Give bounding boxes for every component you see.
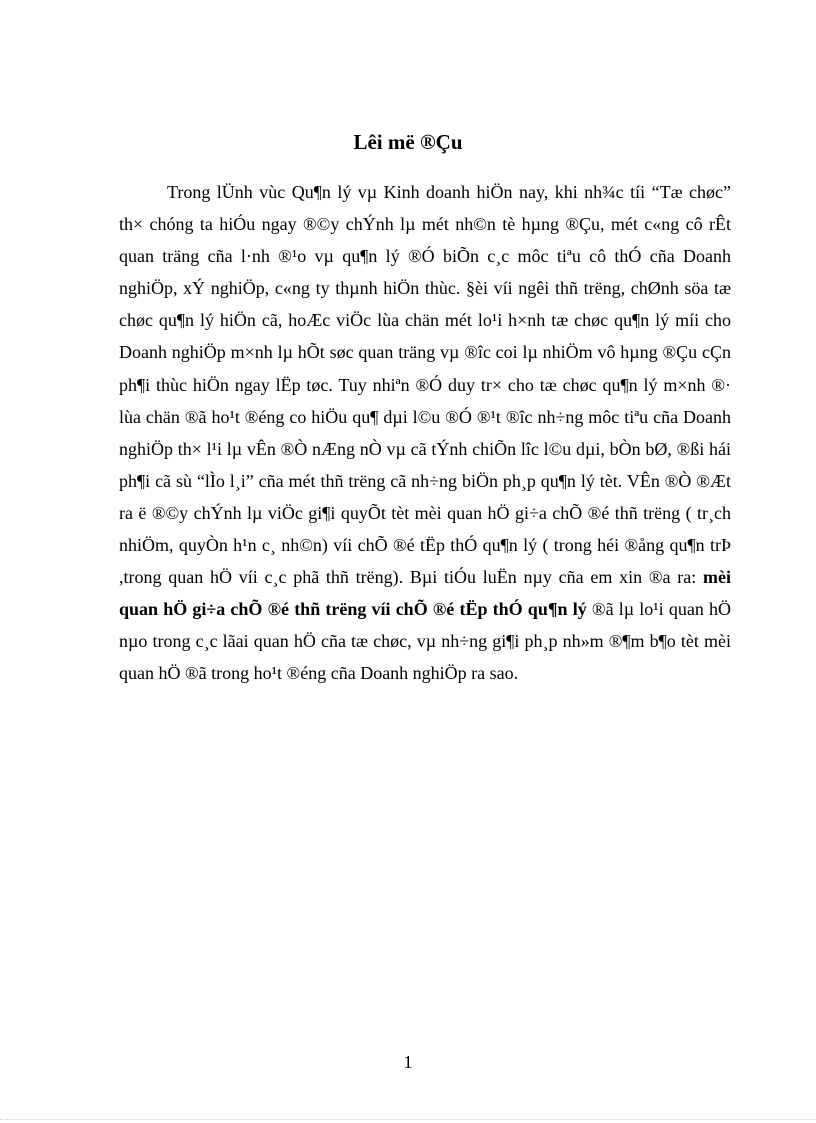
paragraph-text-part-2: ®ã lµ lo¹i quan hÖ nµo trong c¸c lãai quan hÖ cña tæ chøc, vµ nh÷ng gi¶i ph¸p nh»m ®¶m b¶o tèt mèi quan hÖ ®ã trong ho¹t ®éng cña Doanh nghiÖp ra sao. [119,599,731,684]
paragraph-bold-phrase: mèi quan hÖ gi÷a chÕ ®é thñ trëng víi chÕ ®é tËp thÓ qu¶n lý [119,567,731,620]
paragraph-text-part-1: Trong lÜnh vùc Qu¶n lý vµ Kinh doanh hiÖn nay, khi nh¾c tíi “Tæ chøc” th× chóng ta hiÓu ngay ®©y chÝnh lµ mét nh©n tè hµng ®Çu, mét c«ng cô rÊt quan träng cña l·nh ®¹o vµ qu¶n lý ®Ó biÕn c¸c môc tiªu cô thÓ cña Doanh nghiÖp, xÝ nghiÖp, c«ng ty thµnh hiÖn thùc. §èi víi ngêi thñ trëng, chØnh söa tæ chøc qu¶n lý hiÖn cã, hoÆc viÖc lùa chän mét lo¹i h×nh tæ chøc qu¶n lý míi cho Doanh nghiÖp m×nh lµ hÕt søc quan träng vµ ®îc coi lµ nhiÖm vô hµng ®Çu cÇn ph¶i thùc hiÖn ngay lËp tøc. Tuy nhiªn ®Ó duy tr× cho tæ chøc qu¶n lý m×nh ®· lùa chän ®ã ho¹t ®éng co hiÖu qu¶ dµi l©u ®Ó ®¹t ®îc nh÷ng môc tiªu cña Doanh nghiÖp th× l¹i lµ vÊn ®Ò nÆng nÒ vµ cã tÝnh chiÕn lîc l©u dµi, bÒn bØ, ®ßi hái ph¶i cã sù “lÌo l¸i” cña mét thñ trëng cã nh÷ng biÖn ph¸p qu¶n lý tèt. VÊn ®Ò ®Æt ra ë ®©y chÝnh lµ viÖc gi¶i quyÕt tèt mèi quan hÖ gi÷a chÕ ®é thñ trëng ( tr¸ch nhiÖm, quyÒn h¹n c¸ nh©n) víi chÕ ®é tËp thÓ qu¶n lý ( trong héi ®ång qu¶n trÞ ,trong quan hÖ víi c¸c phã thñ trëng). Bµi tiÓu luËn nµy cña em xin ®a ra: [119,182,731,588]
page-title: Lêi më ®Çu [353,130,463,154]
body-paragraph [119,176,731,690]
page-bottom-divider [0,1119,816,1120]
page-number: 1 [403,1052,413,1072]
